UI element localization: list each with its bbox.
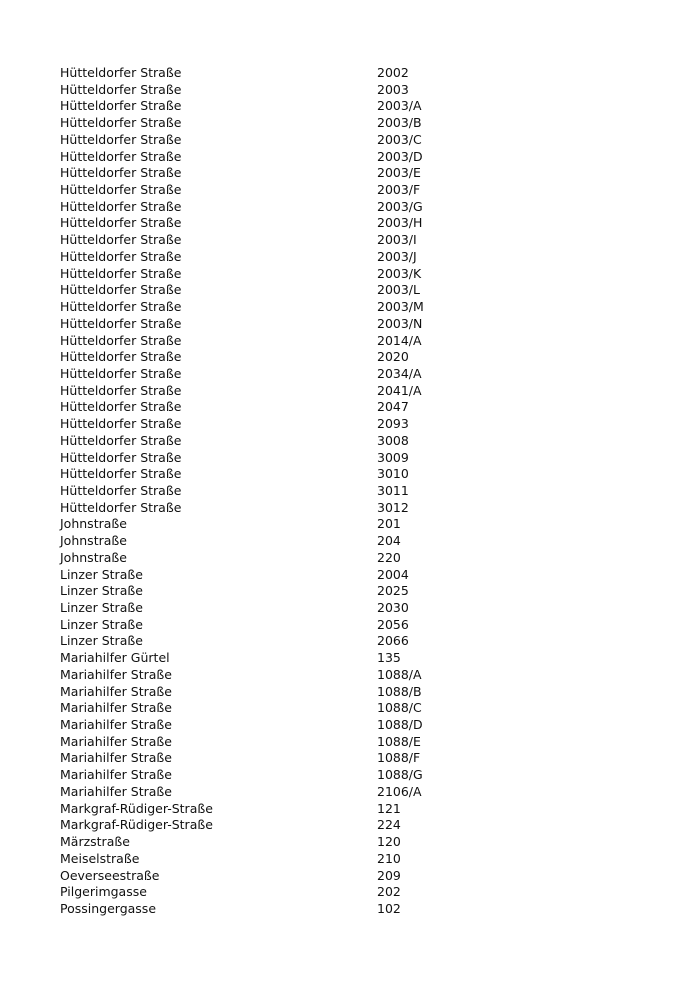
house-number: 201 bbox=[377, 516, 401, 532]
table-row bbox=[60, 98, 477, 115]
street-name: Hütteldorfer Straße bbox=[60, 215, 182, 231]
table-row bbox=[60, 717, 477, 734]
table-row bbox=[60, 784, 477, 801]
street-name: Mariahilfer Straße bbox=[60, 767, 172, 783]
street-name: Johnstraße bbox=[60, 516, 127, 532]
table-row bbox=[60, 132, 477, 149]
house-number: 2066 bbox=[377, 633, 409, 649]
street-name: Mariahilfer Gürtel bbox=[60, 650, 170, 666]
street-name: Hütteldorfer Straße bbox=[60, 432, 182, 448]
table-row bbox=[60, 767, 477, 784]
table-row bbox=[60, 249, 477, 266]
house-number: 1088/B bbox=[377, 683, 422, 699]
street-name: Hütteldorfer Straße bbox=[60, 248, 182, 264]
house-number: 102 bbox=[377, 900, 401, 916]
street-name: Hütteldorfer Straße bbox=[60, 131, 182, 147]
table-row bbox=[60, 750, 477, 767]
street-name: Mariahilfer Straße bbox=[60, 717, 172, 733]
street-name: Johnstraße bbox=[60, 533, 127, 549]
street-name: Hütteldorfer Straße bbox=[60, 482, 182, 498]
house-number: 220 bbox=[377, 549, 401, 565]
house-number: 2020 bbox=[377, 349, 409, 365]
street-name: Linzer Straße bbox=[60, 566, 143, 582]
table-row bbox=[60, 266, 477, 283]
street-name: Hütteldorfer Straße bbox=[60, 81, 182, 97]
house-number: 209 bbox=[377, 867, 401, 883]
street-name: Mariahilfer Straße bbox=[60, 666, 172, 682]
street-name: Hütteldorfer Straße bbox=[60, 282, 182, 298]
table-row bbox=[60, 115, 477, 132]
street-name: Oeverseestraße bbox=[60, 867, 160, 883]
street-name: Markgraf-Rüdiger-Straße bbox=[60, 800, 213, 816]
address-table-body bbox=[60, 65, 477, 918]
house-number: 1088/G bbox=[377, 767, 423, 783]
table-row bbox=[60, 684, 477, 701]
street-name: Hütteldorfer Straße bbox=[60, 349, 182, 365]
street-name: Linzer Straße bbox=[60, 633, 143, 649]
table-row bbox=[60, 65, 477, 82]
street-name: Hütteldorfer Straße bbox=[60, 399, 182, 415]
house-number: 2047 bbox=[377, 399, 409, 415]
house-number: 2004 bbox=[377, 566, 409, 582]
house-number: 121 bbox=[377, 800, 401, 816]
street-name: Hütteldorfer Straße bbox=[60, 299, 182, 315]
table-row bbox=[60, 801, 477, 818]
street-name: Hütteldorfer Straße bbox=[60, 98, 182, 114]
table-row bbox=[60, 232, 477, 249]
table-row bbox=[60, 868, 477, 885]
house-number: 1088/D bbox=[377, 717, 423, 733]
street-name: Hütteldorfer Straße bbox=[60, 182, 182, 198]
house-number: 2014/A bbox=[377, 332, 422, 348]
table-row bbox=[60, 199, 477, 216]
table-row bbox=[60, 450, 477, 467]
table-row bbox=[60, 516, 477, 533]
table-row bbox=[60, 884, 477, 901]
table-row bbox=[60, 500, 477, 517]
house-number: 2003/G bbox=[377, 198, 423, 214]
table-row bbox=[60, 466, 477, 483]
table-row bbox=[60, 600, 477, 617]
street-name: Hütteldorfer Straße bbox=[60, 115, 182, 131]
table-row bbox=[60, 366, 477, 383]
house-number: 224 bbox=[377, 817, 401, 833]
street-name: Pilgerimgasse bbox=[60, 884, 147, 900]
table-row bbox=[60, 817, 477, 834]
table-row bbox=[60, 165, 477, 182]
table-row bbox=[60, 734, 477, 751]
street-name: Märzstraße bbox=[60, 834, 130, 850]
street-name: Hütteldorfer Straße bbox=[60, 165, 182, 181]
house-number: 2003/M bbox=[377, 299, 424, 315]
street-name: Mariahilfer Straße bbox=[60, 750, 172, 766]
house-number: 1088/E bbox=[377, 733, 421, 749]
house-number: 2003/C bbox=[377, 131, 422, 147]
house-number: 2003/N bbox=[377, 315, 423, 331]
street-name: Hütteldorfer Straße bbox=[60, 449, 182, 465]
street-name: Hütteldorfer Straße bbox=[60, 499, 182, 515]
house-number: 3008 bbox=[377, 432, 409, 448]
house-number: 2003/H bbox=[377, 215, 423, 231]
house-number: 2003/A bbox=[377, 98, 422, 114]
table-row bbox=[60, 349, 477, 366]
house-number: 2003 bbox=[377, 81, 409, 97]
street-name: Hütteldorfer Straße bbox=[60, 198, 182, 214]
table-row bbox=[60, 533, 477, 550]
street-name: Hütteldorfer Straße bbox=[60, 466, 182, 482]
street-name: Hütteldorfer Straße bbox=[60, 315, 182, 331]
street-name: Mariahilfer Straße bbox=[60, 700, 172, 716]
street-name: Hütteldorfer Straße bbox=[60, 232, 182, 248]
table-row bbox=[60, 700, 477, 717]
street-name: Hütteldorfer Straße bbox=[60, 265, 182, 281]
street-name: Hütteldorfer Straße bbox=[60, 416, 182, 432]
house-number: 2106/A bbox=[377, 783, 422, 799]
table-row bbox=[60, 399, 477, 416]
house-number: 2056 bbox=[377, 616, 409, 632]
table-row bbox=[60, 567, 477, 584]
table-row bbox=[60, 149, 477, 166]
street-name: Meiselstraße bbox=[60, 850, 140, 866]
street-name: Johnstraße bbox=[60, 549, 127, 565]
table-row bbox=[60, 650, 477, 667]
house-number: 2025 bbox=[377, 583, 409, 599]
table-row bbox=[60, 82, 477, 99]
table-row bbox=[60, 416, 477, 433]
street-name: Hütteldorfer Straße bbox=[60, 148, 182, 164]
street-name: Hütteldorfer Straße bbox=[60, 65, 182, 80]
house-number: 2034/A bbox=[377, 365, 422, 381]
street-name: Linzer Straße bbox=[60, 616, 143, 632]
house-number: 1088/A bbox=[377, 666, 422, 682]
house-number: 3010 bbox=[377, 466, 409, 482]
table-row bbox=[60, 851, 477, 868]
street-name: Hütteldorfer Straße bbox=[60, 332, 182, 348]
table-row bbox=[60, 901, 477, 918]
address-table bbox=[60, 65, 477, 918]
table-row bbox=[60, 834, 477, 851]
table-row bbox=[60, 433, 477, 450]
street-name: Mariahilfer Straße bbox=[60, 783, 172, 799]
table-row bbox=[60, 633, 477, 650]
table-row bbox=[60, 617, 477, 634]
table-row bbox=[60, 383, 477, 400]
table-row bbox=[60, 215, 477, 232]
house-number: 2003/I bbox=[377, 232, 417, 248]
house-number: 2030 bbox=[377, 600, 409, 615]
house-number: 2003/B bbox=[377, 115, 422, 131]
house-number: 120 bbox=[377, 834, 401, 850]
table-row bbox=[60, 182, 477, 199]
table-row bbox=[60, 299, 477, 316]
table-row bbox=[60, 333, 477, 350]
table-row bbox=[60, 282, 477, 299]
table-row bbox=[60, 550, 477, 567]
house-number: 210 bbox=[377, 850, 401, 866]
house-number: 3009 bbox=[377, 449, 409, 465]
house-number: 2003/F bbox=[377, 182, 421, 198]
house-number: 2003/J bbox=[377, 248, 417, 264]
house-number: 2003/K bbox=[377, 265, 422, 281]
house-number: 1088/F bbox=[377, 750, 421, 766]
street-name: Possingergasse bbox=[60, 900, 157, 916]
street-name: Hütteldorfer Straße bbox=[60, 382, 182, 398]
table-row bbox=[60, 483, 477, 500]
table-row bbox=[60, 316, 477, 333]
house-number: 2003/E bbox=[377, 165, 421, 181]
street-name: Linzer Straße bbox=[60, 600, 143, 615]
house-number: 204 bbox=[377, 533, 401, 549]
house-number: 2003/D bbox=[377, 148, 423, 164]
street-name: Mariahilfer Straße bbox=[60, 733, 172, 749]
house-number: 1088/C bbox=[377, 700, 422, 716]
house-number: 2002 bbox=[377, 65, 409, 80]
table-row bbox=[60, 667, 477, 684]
table-row bbox=[60, 583, 477, 600]
house-number: 202 bbox=[377, 884, 401, 900]
street-name: Mariahilfer Straße bbox=[60, 683, 172, 699]
house-number: 2093 bbox=[377, 416, 409, 432]
house-number: 2041/A bbox=[377, 382, 422, 398]
street-name: Hütteldorfer Straße bbox=[60, 365, 182, 381]
house-number: 3012 bbox=[377, 499, 409, 515]
house-number: 2003/L bbox=[377, 282, 420, 298]
street-name: Linzer Straße bbox=[60, 583, 143, 599]
house-number: 135 bbox=[377, 650, 401, 666]
street-name: Markgraf-Rüdiger-Straße bbox=[60, 817, 213, 833]
house-number: 3011 bbox=[377, 482, 409, 498]
